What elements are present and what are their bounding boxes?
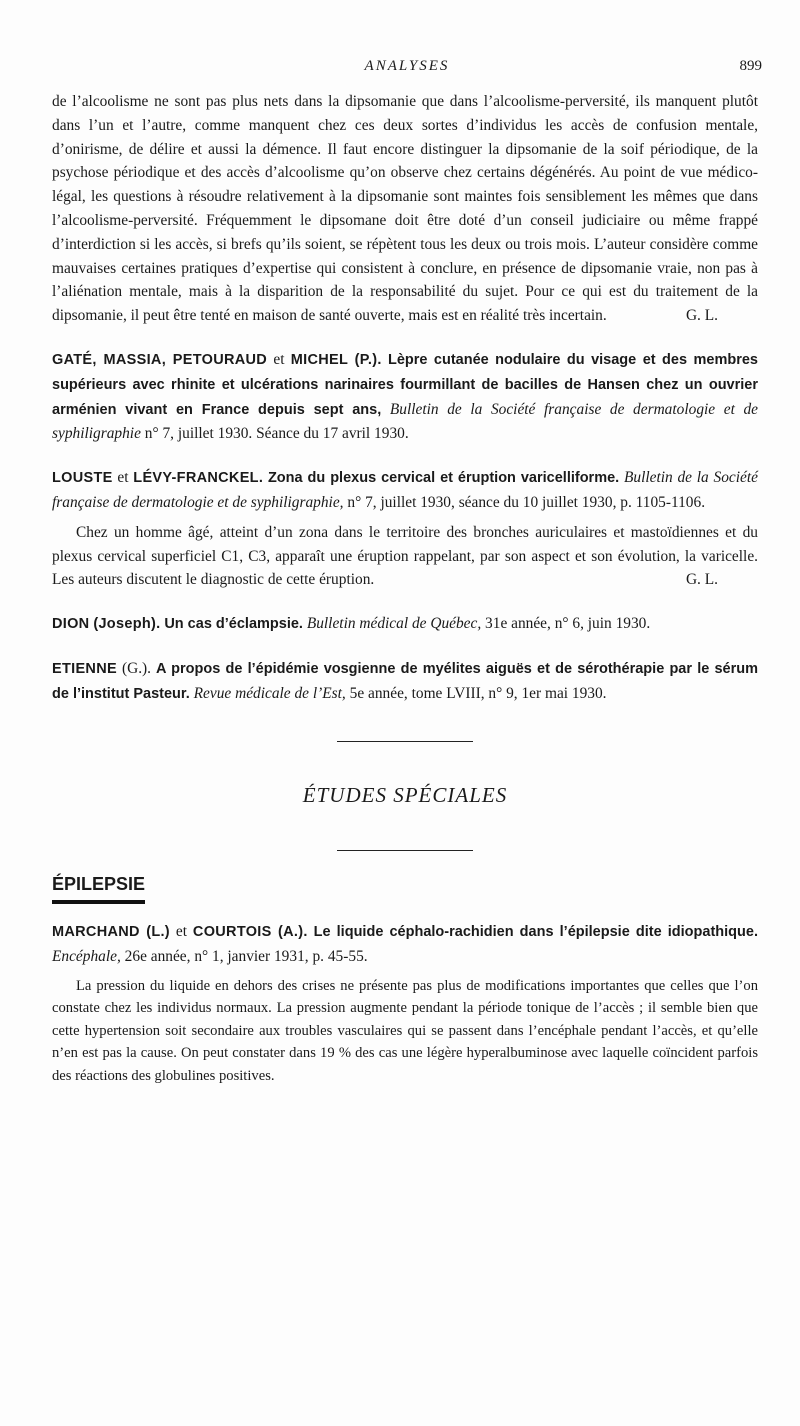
entry-source: Bulletin de la Société française de dermatologie et de syphiligraphie,: [52, 469, 758, 511]
entry-authors-2: MICHEL (P.).: [290, 351, 382, 368]
entry-connector: et: [117, 469, 129, 487]
section-title: ÉTUDES SPÉCIALES: [302, 783, 508, 808]
entry-authors-2: (Joseph).: [93, 616, 161, 633]
subsection-title: ÉPILEPSIE: [52, 873, 145, 904]
entry-details: n° 7, juillet 1930, séance du 10 juillet 1930, p. 1105-1106.: [347, 493, 706, 511]
entry-title: Zona du plexus cervical et éruption varicelliforme.: [267, 470, 620, 487]
entry-abstract: [52, 975, 758, 1088]
entry-connector: et: [175, 923, 187, 941]
entry-authors-2: COURTOIS (A.).: [192, 924, 308, 941]
bibliography-entry: [52, 657, 758, 707]
entry-abstract: [52, 521, 758, 592]
entry-title: Un cas d’éclampsie.: [164, 616, 303, 633]
running-head: [52, 58, 762, 82]
bibliography-entry: [52, 348, 758, 446]
entry-details: n° 7, juillet 1930. Séance du 17 avril 1930.: [144, 425, 409, 443]
section-rule-top: [52, 741, 758, 743]
page-number: 899: [739, 58, 762, 74]
entry-authors: ETIENNE: [52, 660, 117, 677]
entry-source: Bulletin médical de Québec,: [306, 615, 482, 633]
entry-details: 5e année, tome LVIII, n° 9, 1er mai 1930.: [349, 684, 607, 702]
bibliography-entry: [52, 920, 758, 969]
section-rule-bottom: [52, 850, 758, 852]
entry-authors: MARCHAND (L.): [52, 924, 170, 941]
abstract-text: Chez un homme âgé, atteint d’un zona dans le territoire des bronches auriculaires et mastoïdiennes et du plexus cervical superficiel C1, C3, apparaît une éruption rappelant, par son aspect et son évolution, la varicelle. Les auteurs discutent le diagnostic de cette éruption.: [52, 523, 758, 589]
entry-connector: et: [273, 350, 285, 368]
bibliography-entry: [52, 612, 758, 637]
entry-title: Lèpre cutanée nodulaire du visage et des membres supérieurs avec rhinite et ulcérations narinaires fourmillant de bacilles de Hansen chez un ouvrier arménien vivant en France depuis sept ans,: [52, 351, 758, 418]
entry-source: Revue médicale de l’Est,: [193, 684, 346, 702]
entry-authors-2: LÉVY-FRANCKEL.: [133, 470, 264, 487]
entry-authors-2: (G.).: [121, 659, 152, 677]
entry-authors: LOUSTE: [52, 470, 113, 487]
signature: G. L.: [685, 307, 718, 325]
entry-details: 31e année, n° 6, juin 1930.: [485, 615, 651, 633]
entry-title: Le liquide céphalo-rachidien dans l’épilepsie dite idiopathique.: [313, 924, 758, 941]
signature: G. L.: [685, 571, 718, 589]
abstract-text: La pression du liquide en dehors des crises ne présente pas plus de modifications importantes que celles que l’on constate chez les individus normaux. La pression augmente pendant la période tonique de l’accès ; il semble bien que cette hypertension soit secondaire aux troubles vasculaires qui se passent dans l’encéphale pendant l’accès, et qu’elle n’en est pas la cause. On peut constater dans 19 % des cas une légère hyperalbuminose avec laquelle coïncident parfois des réactions des globulines positives.: [52, 977, 758, 1084]
intro-text: de l’alcoolisme ne sont pas plus nets dans la dipsomanie que dans l’alcoolisme-perversité, ils manquent plutôt dans l’un et l’autre, comme manquent chez ces deux sortes d’individus les accès de confusion mentale, d’onirisme, de délire et aussi la démence. Il faut encore distinguer la dipsomanie de la soif périodique, de la psychose périodique et des accès d’alcoolisme qu’on observe chez certains dégénérés. Au point de vue médico-légal, les questions à résoudre relativement à la dipsomanie sont maintes fois sensiblement les mêmes que dans l’alcoolisme-perversité. Fréquemment le dipsomane doit être doté d’un conseil judiciaire ou même frappé d’interdiction si les accès, si brefs qu’ils soient, se répètent tous les deux ou trois mois. L’auteur considère comme mauvaises certaines pratiques d’expertise qui consistent à conclure, en présence de dipsomanie vraie, non pas à l’aliénation mentale, mais à la disparition de la responsabilité du sujet. Pour ce qui est du traitement de la dipsomanie, il peut être tenté en maison de santé ouverte, mais est en réalité très incertain.: [52, 93, 758, 325]
entry-source: Bulletin de la Société française de dermatologie et de syphiligraphie: [52, 400, 759, 443]
bibliography-entry: [52, 466, 758, 515]
running-title: ANALYSES: [364, 58, 450, 74]
entry-authors: GATÉ, MASSIA, PETOURAUD: [52, 351, 268, 368]
entry-authors: DION: [52, 616, 90, 633]
entry-source: Encéphale,: [52, 947, 121, 965]
intro-paragraph: [52, 90, 758, 328]
entry-title: A propos de l’épidémie vosgienne de myélites aiguës et de sérothérapie par le sérum de l’institut Pasteur.: [52, 660, 758, 702]
entry-details: 26e année, n° 1, janvier 1931, p. 45-55.: [124, 947, 368, 965]
body-text: [52, 90, 758, 1087]
